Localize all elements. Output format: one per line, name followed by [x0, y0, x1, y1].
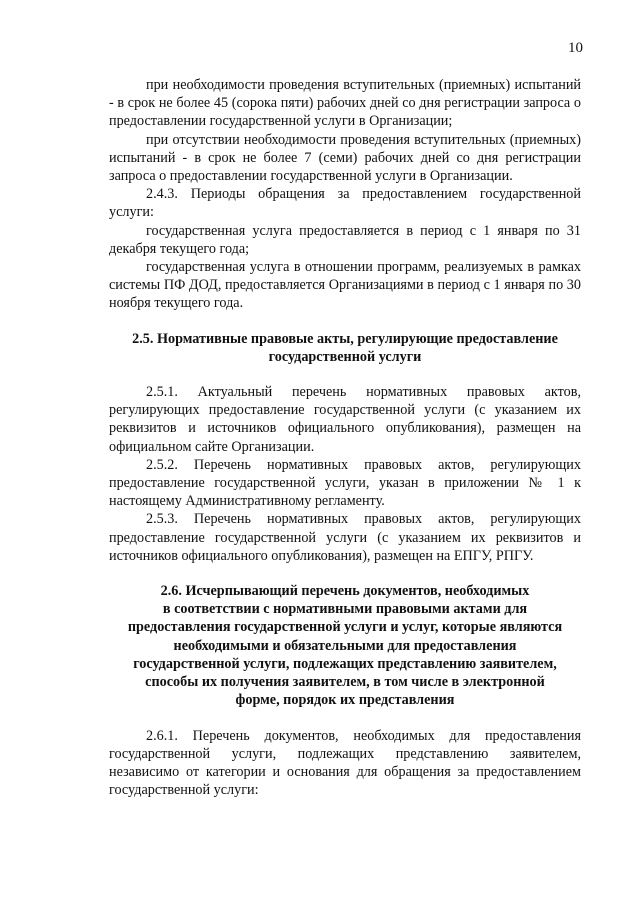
heading-line: способы их получения заявителем, в том числе в электронной: [145, 674, 545, 691]
paragraph-pfdod-period: государственная услуга в отношении программ, реализуемых в рамках системы ПФ ДОД, предоставляется Организациями в период с 1 января по 30 ноября текущего года.: [109, 259, 581, 312]
heading-line: в соответствии с нормативными правовыми актами для: [162, 601, 528, 618]
heading-line: необходимыми и обязательными для предоставления: [173, 637, 517, 654]
paragraph-2-6-1: 2.6.1. Перечень документов, необходимых для предоставления государственной услуги, подлежащих представлению заявителем, независимо от категории и основания для обращения за предоставлением государственной услуги:: [109, 727, 581, 799]
paragraph-2-5-1: 2.5.1. Актуальный перечень нормативных правовых актов, регулирующих предоставление государственной услуги (с указанием их реквизитов и источников официального опубликования), размещен на официальном сайте Организации.: [109, 384, 581, 455]
page-number: 10: [568, 40, 583, 56]
paragraph-2-4-3: 2.4.3. Периоды обращения за предоставлением государственной услуги:: [109, 186, 581, 221]
section-heading-2-6: [109, 582, 581, 709]
paragraph-2-5-3: 2.5.3. Перечень нормативных правовых актов, регулирующих предоставление государственной услуги (с указанием их реквизитов и источников официального опубликования), размещен на ЕПГУ, РПГУ.: [109, 511, 581, 564]
heading-line: 2.5. Нормативные правовые акты, регулирующие предоставление: [132, 330, 558, 347]
section-heading-2-5: [109, 330, 581, 366]
heading-line: 2.6. Исчерпывающий перечень документов, необходимых: [160, 583, 530, 600]
paragraph-service-period: государственная услуга предоставляется в период с 1 января по 31 декабря текущего года;: [109, 222, 581, 257]
heading-line: предоставления государственной услуги и услуг, которые являются: [127, 619, 563, 636]
heading-line: форме, порядок их представления: [235, 692, 455, 709]
paragraph-exam-not-required: при отсутствии необходимости проведения вступительных (приемных) испытаний - в срок не более 7 (семи) рабочих дней со дня регистрации запроса о предоставлении государственной услуги в Организации.: [109, 131, 581, 185]
heading-line: государственной услуги: [268, 348, 422, 365]
paragraph-exam-required: при необходимости проведения вступительных (приемных) испытаний - в срок не более 45 (сорока пяти) рабочих дней со дня регистрации запроса о предоставлении государственной услуги в Организации;: [109, 77, 581, 130]
heading-line: государственной услуги, подлежащих представлению заявителем,: [133, 655, 557, 672]
paragraph-2-5-2: 2.5.2. Перечень нормативных правовых актов, регулирующих предоставление государственной услуги, указан в приложении № 1 к настоящему Административному регламенту.: [109, 456, 581, 510]
document-body: [109, 76, 581, 799]
